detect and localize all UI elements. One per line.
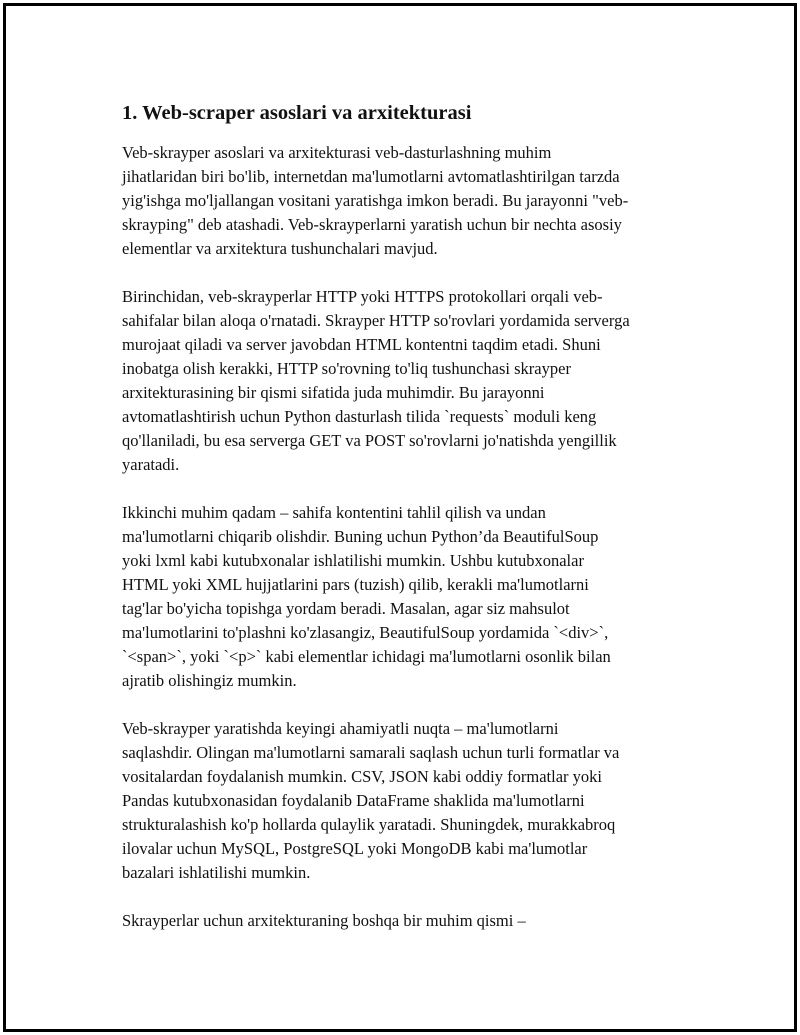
text-line: ilovalar uchun MySQL, PostgreSQL yoki MongoDB kabi ma'lumotlar bbox=[122, 839, 588, 858]
text-line: ajratib olishingiz mumkin. bbox=[122, 671, 297, 690]
text-line: strukturalashish ko'p hollarda qulaylik yaratadi. Shuningdek, murakkabroq bbox=[122, 815, 616, 834]
text-line: qo'llaniladi, bu esa serverga GET va POST so'rovlarni jo'natishda yengillik bbox=[122, 431, 617, 450]
text-line: Ikkinchi muhim qadam – sahifa kontentini tahlil qilish va undan bbox=[122, 503, 546, 522]
text-line: saqlashdir. Olingan ma'lumotlarni samarali saqlash uchun turli formatlar va bbox=[122, 743, 620, 762]
text-line: yaratadi. bbox=[122, 455, 180, 474]
text-line: `<span>`, yoki `<p>` kabi elementlar ichidagi ma'lumotlarni osonlik bilan bbox=[122, 647, 611, 666]
text-line: Veb-skrayper yaratishda keyingi ahamiyatli nuqta – ma'lumotlarni bbox=[122, 719, 559, 738]
section-heading: 1. Web-scraper asoslari va arxitekturasi bbox=[122, 102, 472, 124]
text-line: tag'lar bo'yicha topishga yordam beradi. Masalan, agar siz mahsulot bbox=[122, 599, 570, 618]
paragraph-http bbox=[122, 285, 696, 477]
paragraph-parsing bbox=[122, 501, 696, 693]
text-line: murojaat qiladi va server javobdan HTML kontentni taqdim etadi. Shuni bbox=[122, 335, 601, 354]
text-line: Skrayperlar uchun arxitekturaning boshqa bir muhim qismi – bbox=[122, 911, 526, 930]
text-line: sahifalar bilan aloqa o'rnatadi. Skrayper HTTP so'rovlari yordamida serverga bbox=[122, 311, 630, 330]
text-line: yig'ishga mo'ljallangan vositani yaratishga imkon beradi. Bu jarayonni "veb- bbox=[122, 191, 629, 210]
text-line: jihatlaridan biri bo'lib, internetdan ma'lumotlarni avtomatlashtirilgan tarzda bbox=[122, 167, 620, 186]
document-body bbox=[122, 100, 696, 957]
text-line: vositalardan foydalanish mumkin. CSV, JSON kabi oddiy formatlar yoki bbox=[122, 767, 602, 786]
paragraph-storage bbox=[122, 717, 696, 885]
text-line: Veb-skrayper asoslari va arxitekturasi veb-dasturlashning muhim bbox=[122, 143, 552, 162]
text-line: HTML yoki XML hujjatlarini pars (tuzish) qilib, kerakli ma'lumotlarni bbox=[122, 575, 589, 594]
text-line: avtomatlashtirish uchun Python dasturlash tilida `requests` moduli keng bbox=[122, 407, 597, 426]
text-line: ma'lumotlarni chiqarib olishdir. Buning uchun Python’da BeautifulSoup bbox=[122, 527, 599, 546]
paragraph-intro bbox=[122, 141, 696, 261]
text-line: elementlar va arxitektura tushunchalari mavjud. bbox=[122, 239, 438, 258]
text-line: bazalari ishlatilishi mumkin. bbox=[122, 863, 311, 882]
text-line: ma'lumotlarini to'plashni ko'zlasangiz, BeautifulSoup yordamida `<div>`, bbox=[122, 623, 609, 642]
text-line: skrayping" deb atashadi. Veb-skrayperlarni yaratish uchun bir nechta asosiy bbox=[122, 215, 622, 234]
text-line: arxitekturasining bir qismi sifatida juda muhimdir. Bu jarayonni bbox=[122, 383, 545, 402]
text-line: Birinchidan, veb-skrayperlar HTTP yoki HTTPS protokollari orqali veb- bbox=[122, 287, 603, 306]
paragraph-architecture bbox=[122, 909, 696, 933]
page-frame bbox=[3, 3, 797, 1032]
text-line: yoki lxml kabi kutubxonalar ishlatilishi mumkin. Ushbu kutubxonalar bbox=[122, 551, 584, 570]
text-line: inobatga olish kerakki, HTTP so'rovning to'liq tushunchasi skrayper bbox=[122, 359, 571, 378]
text-line: Pandas kutubxonasidan foydalanib DataFrame shaklida ma'lumotlarni bbox=[122, 791, 585, 810]
